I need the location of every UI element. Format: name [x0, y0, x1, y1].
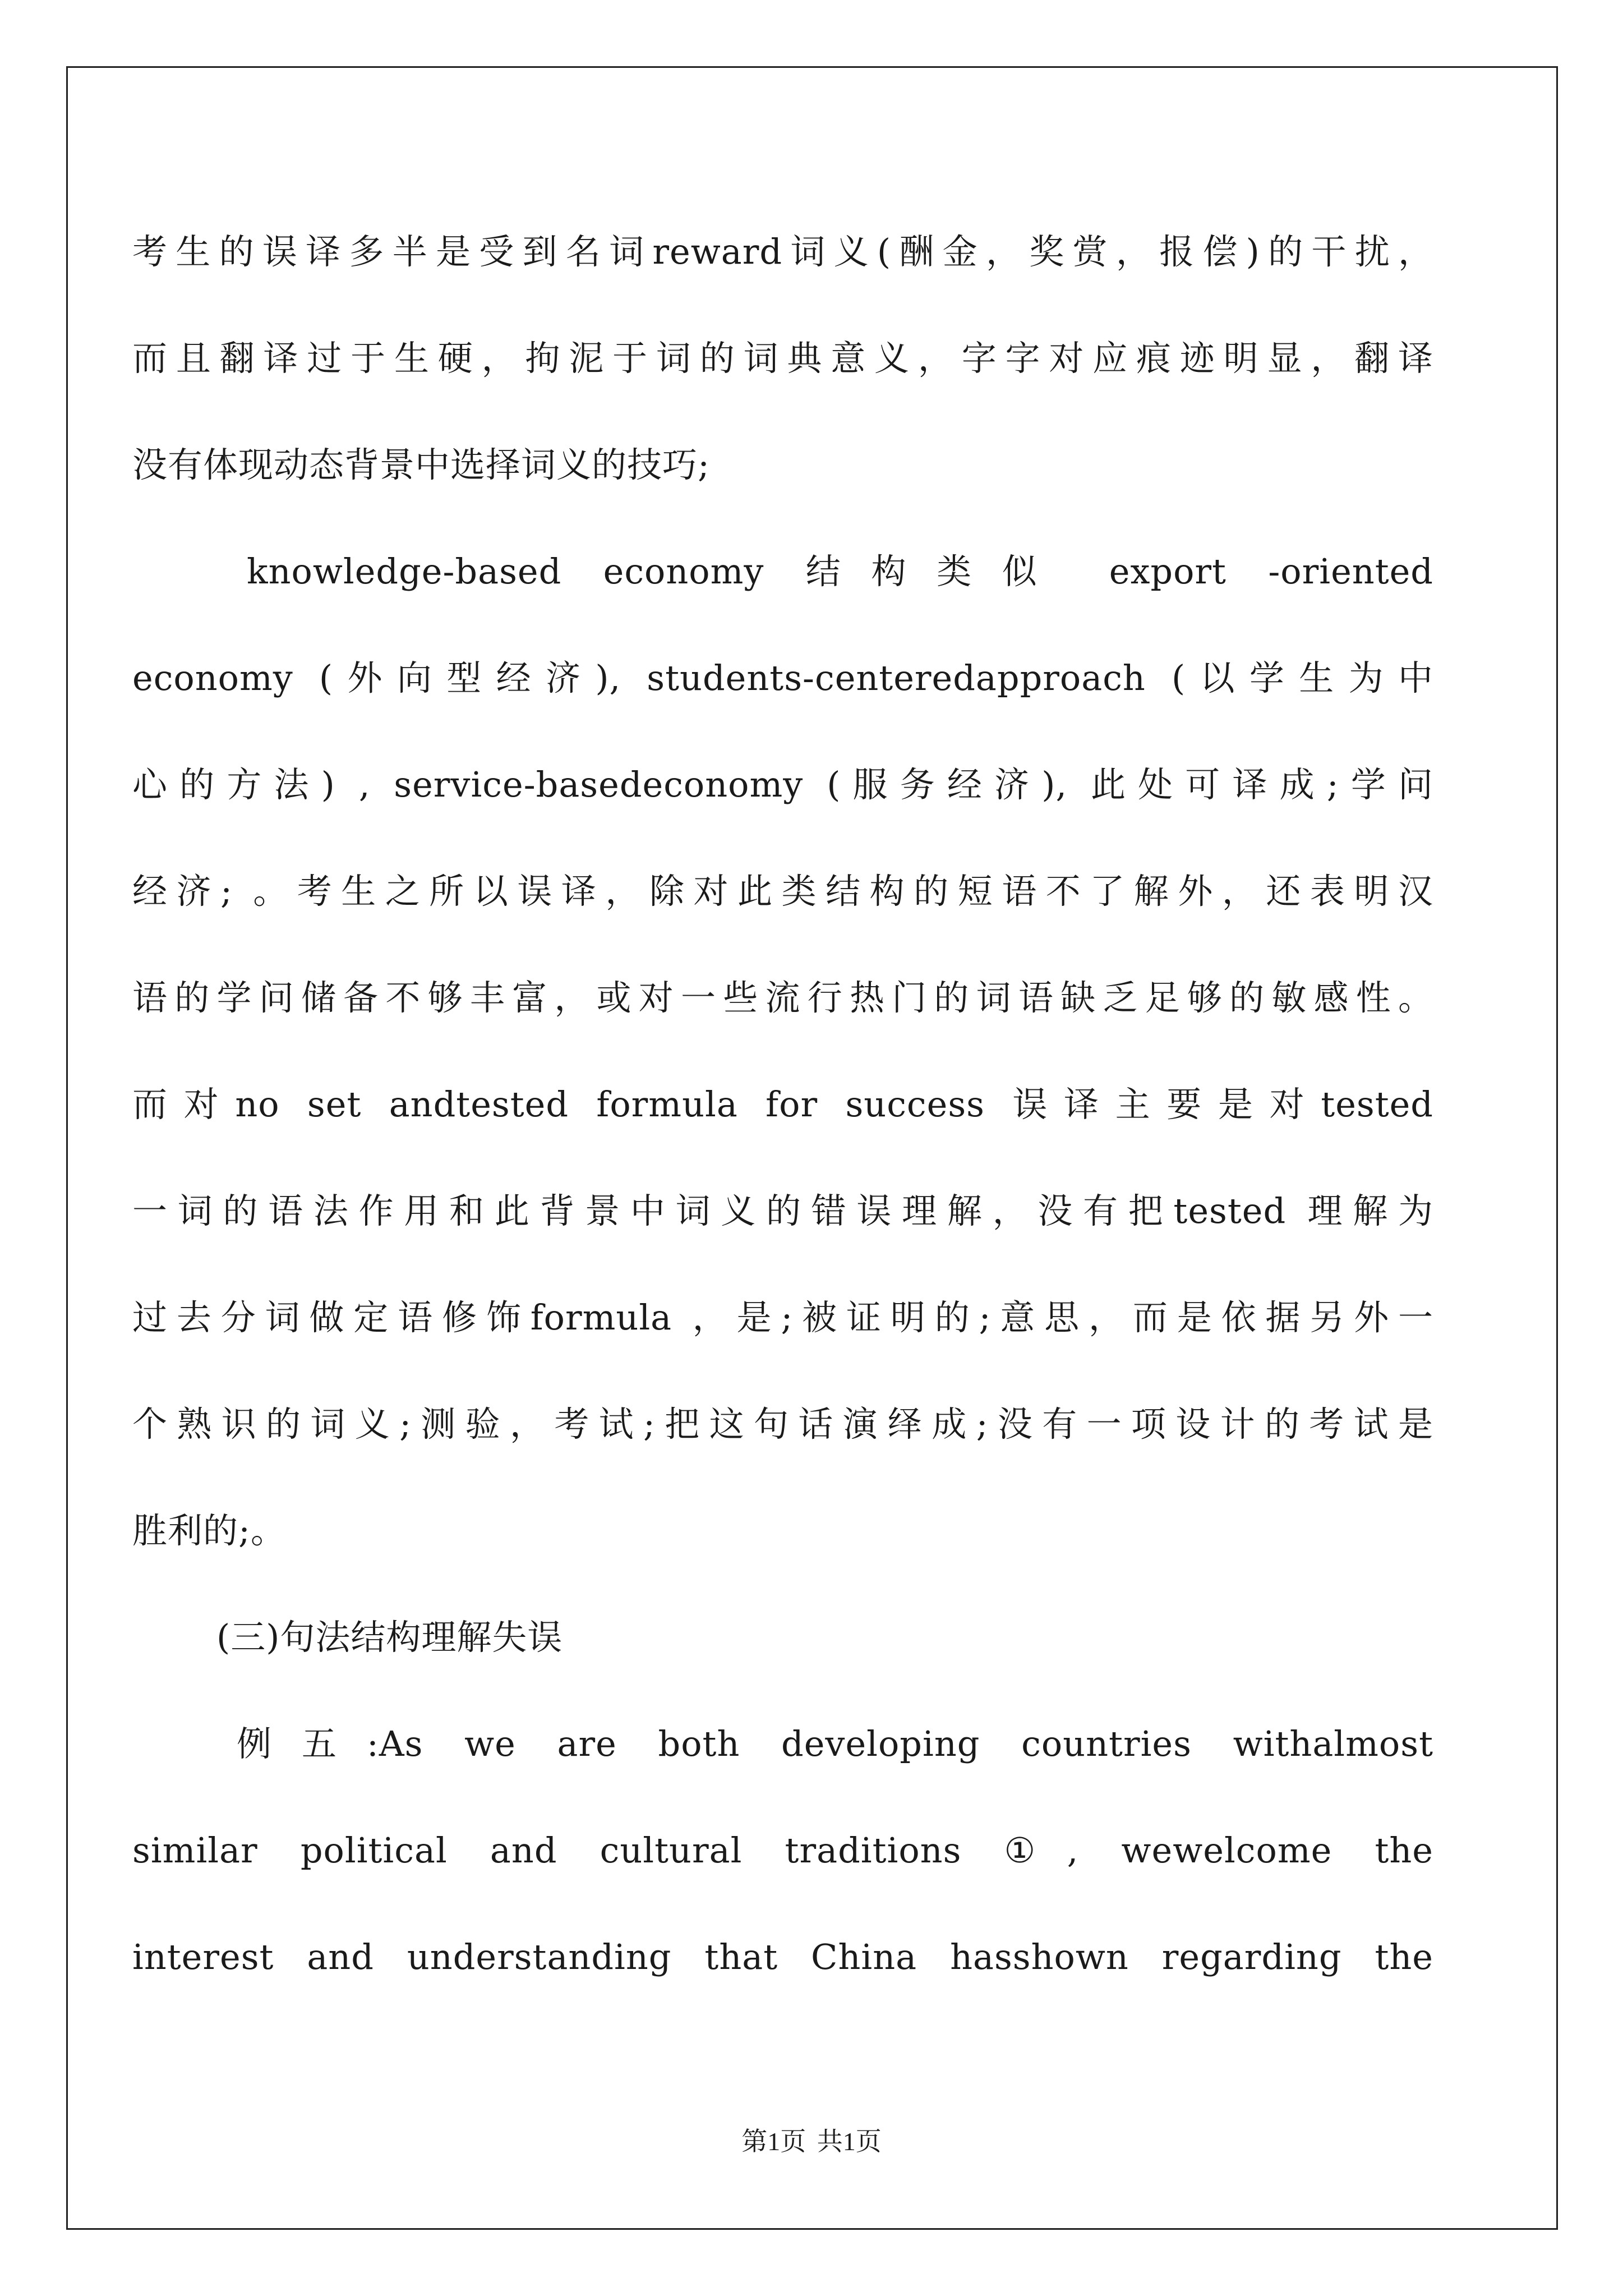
text-line-15: 例五:As we are both developing countries withalmost [237, 1723, 1433, 1764]
text-line-6: 心的方法) , service-basedeconomy (服务经济), 此处可译成;学问 [132, 764, 1433, 805]
text-line-4: knowledge-based economy 结构类似 export -oriented [247, 551, 1433, 592]
page-footer: 第1页 共1页 [741, 2127, 882, 2156]
text-line-3: 没有体现动态背景中选择词义的技巧; [132, 444, 710, 485]
section-heading: (三)句法结构理解失误 [216, 1617, 563, 1658]
page-border [66, 66, 1558, 2230]
text-line-2: 而且翻译过于生硬，拘泥于词的词典意义，字字对应痕迹明显，翻译 [132, 338, 1433, 379]
text-line-16: similar political and cultural traditions ①, wewelcome the [132, 1830, 1433, 1871]
text-line-12: 个熟识的词义;测验，考试;把这句话演绎成;没有一项设计的考试是 [132, 1404, 1433, 1444]
text-line-13: 胜利的;。 [132, 1510, 286, 1551]
text-line-7: 经济; 。考生之所以误译，除对此类结构的短语不了解外，还表明汉 [132, 871, 1433, 912]
text-line-17: interest and understanding that China hasshown regarding the [132, 1936, 1433, 1977]
text-line-1: 考生的误译多半是受到名词reward词义(酬金，奖赏，报偿)的干扰， [132, 231, 1433, 272]
text-line-11: 过去分词做定语修饰formula ，是;被证明的;意思，而是依据另外一 [132, 1297, 1433, 1338]
text-line-5: economy (外向型经济), students-centeredapproach (以学生为中 [132, 657, 1433, 698]
text-line-8: 语的学问储备不够丰富，或对一些流行热门的词语缺乏足够的敏感性。 [132, 977, 1433, 1018]
text-line-10: 一词的语法作用和此背景中词义的错误理解，没有把tested 理解为 [132, 1190, 1433, 1231]
text-line-9: 而对no set andtested formula for success 误译主要是对tested [132, 1084, 1433, 1125]
